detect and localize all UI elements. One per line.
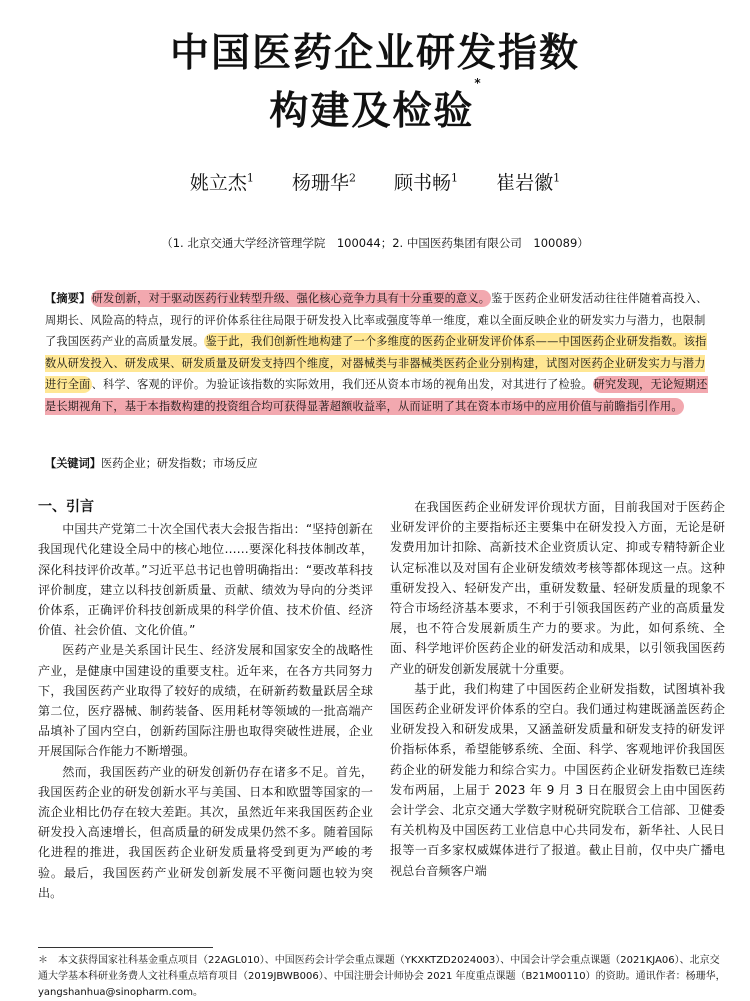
author: 姚立杰$^1$ [189,171,254,194]
abstract [45,288,710,417]
paragraph: 基于此，我们构建了中国医药企业研发指数，试图填补我国医药企业研发评价体系的空白。我们通过构建既涵盖医药企业研发投入和研发成果，又涵盖研发质量和研发支持的研发评价指标体系，希望能够系统、全面、科学、客观地评价我国医药企业的研发能力和综合实力。中国医药企业研发指数已连续发布两届，上届于 2023 年 9 月 3 日在服贸会上由中国医药会计学会、北京交通大学数字财税研究院联合工信部、卫健委有关机构及中国医药工业信息中心共同发布，新华社、人民日报等一百多家权威媒体进行了报道。截止目前，仅中央广播电视总台音频客户端 [390,681,725,878]
footnote: ＊ 本文获得国家社科基金重点项目（22AGL010）、中国医药会计学会重点课题（YKXKTZD2024003）、中国会计学会重点课题（2021KJA06）、北京交通大学基本科研业务费人文社科重点培育项目（2019JBWB006）、中国注册会计师协会 2021 年度重点课题（B21M00110）的资助。通讯作者：杨珊华，yangshanhua@sinopharm.com。 [38,955,726,998]
keywords-text: 医药企业；研发指数；市场反应 [100,457,258,470]
abstract-highlight-red: 研究发现，无论短期还是长期视角下，基于本指数构建的投资组合均可获得显著超额收益率，从而证明了其在资本市场中的应用价值与前瞻指引作用。 [45,378,708,413]
abstract-highlight-red: 研发创新，对于驱动医药行业转型升级、强化核心竞争力具有十分重要的意义。 [91,292,491,305]
keywords-label: 【关键词】 [45,457,101,470]
keywords [45,455,710,471]
title-footnote-mark: * [474,76,481,90]
abstract-text: 、科学、客观的评价。为验证该指数的实际效用，我们还从资本市场的视角出发，对其进行了检验。 [91,378,593,391]
footnote-rule [38,947,213,948]
abstract-highlight-yellow: 鉴于此，我们创新性地构建了一个多维度的医药企业研发评价体系——中国医药企业研发指数。该指数从研发投入、研发成果、研发质量及研发支持四个维度，对器械类与非器械类医药企业分别构建，试图对医药企业研发实力与潜力进行全面 [45,335,707,391]
right-column [390,497,725,881]
author: 杨珊华$^2$ [291,171,356,194]
paragraph: 然而，我国医药产业的研发创新仍存在诸多不足。首先，我国医药企业的研发创新水平与美国、日本和欧盟等国家的一流企业相比仍存在较大差距。其次，虽然近年来我国医药企业研发投入高速增长，但高质量的研发成果仍然不多。随着国际化进程的推进，我国医药企业研发质量将受到更为严峻的考验。最后，我国医药产业研发创新发展不平衡问题也较为突出。 [38,764,373,900]
paragraph: 中国共产党第二十次全国代表大会报告指出：“坚持创新在我国现代化建设全局中的核心地位……要深化科技体制改革，深化科技评价改革。”习近平总书记也曾明确指出：“要改革科技评价制度，建立以科技创新质量、贡献、绩效为导向的分类评价体系，正确评价科技创新成果的科学价值、技术价值、经济价值、社会价值、文化价值。” [38,522,373,638]
paragraph: 医药产业是关系国计民生、经济发展和国家安全的战略性产业，是健康中国建设的重要支柱。近年来，在各方共同努力下，我国医药产业取得了较好的成绩，在研新药数量跃居全球第二位，医疗器械、制药装备、医用耗材等领域的一批高端产品填补了国内空白，创新药国际注册也取得突破性进展，企业开展国际合作能力不断增强。 [38,643,373,759]
left-column [38,497,373,903]
author: 崔岩徽$^1$ [496,171,561,194]
author: 顾书畅$^1$ [394,171,459,194]
paragraph: 在我国医药企业研发评价现状方面，目前我国对于医药企业研发评价的主要指标还主要集中在研发投入方面，无论是研发费用加计扣除、高新技术企业资质认定、抑或专精特新企业认定标准以及对国有企业研发绩效考核等都体现这一点。这种重研发投入、轻研发产出，重研发数量、轻研发质量的现象不符合市场经济基本要求，不利于引领我国医药产业的高质量发展，也不符合发展新质生产力的要求。为此，如何系统、全面、科学地评价医药企业的研发活动和成果，以引领我国医药产业的研发创新发展就十分重要。 [390,500,725,676]
abstract-label: 【摘要】 [45,292,91,305]
section-heading: 一、引言 [38,499,94,515]
abstract-text: 鉴于医药企业研发活动往往伴随着高投入、周期长、风险高的特点，现行的评价体系往往局限于研发投入比率或强度等单一维度，难以全面反映企业的研发实力与潜力，也限制了我国医药产业的高质量发展。 [45,292,708,348]
affiliation: （1. 北京交通大学经济管理学院 100044；2. 中国医药集团有限公司 100089） [161,236,589,250]
paper-title-line1: 中国医药企业研发指数 [169,31,580,76]
author-list [0,168,750,195]
title-line2-text: 构建及检验 [269,89,475,134]
paper-title-line2 [0,76,750,136]
